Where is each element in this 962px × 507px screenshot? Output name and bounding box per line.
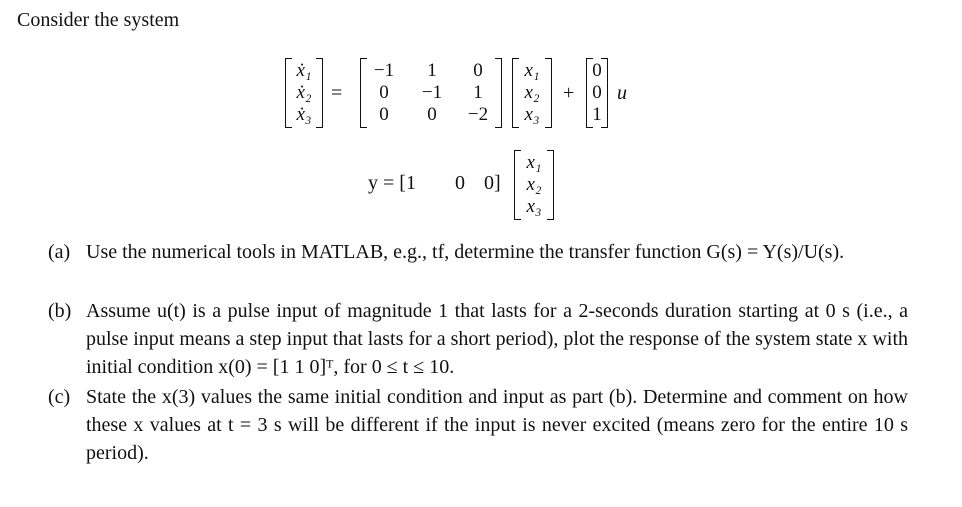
matrix-a — [360, 58, 502, 128]
xdot-vector — [285, 58, 323, 128]
part-c-label: (c) — [48, 386, 71, 408]
a-21: 0 — [379, 82, 389, 103]
a-32: 0 — [427, 104, 437, 125]
part-b — [48, 297, 908, 381]
part-b-text: Assume u(t) is a pulse input of magnitude 1 that lasts for a 2-seconds duration starting at 0 s (i.e., a pulse input means a step input that lasts for a short period), plot the response of the system state x with initial condition x(0) = [1 1 0]ᵀ, for 0 ≤ t ≤ 10. — [86, 300, 908, 378]
matrix-b — [586, 58, 608, 128]
part-a-text: Use the numerical tools in MATLAB, e.g., tf, determine the transfer function G(s) = Y(s)/U(s). — [86, 241, 845, 263]
a-11: −1 — [373, 60, 395, 81]
a-12: 1 — [427, 60, 437, 81]
output-x-vector — [514, 150, 554, 220]
c-3: 0] — [484, 172, 501, 194]
b-1: 0 — [592, 60, 602, 81]
a-22: −1 — [421, 82, 443, 103]
ox-3: x₃ — [526, 196, 542, 217]
c-2: 0 — [455, 172, 465, 194]
xdot-2: ẋ₂ — [296, 82, 312, 103]
equals-sign: = — [331, 82, 343, 104]
part-a-label: (a) — [48, 241, 71, 263]
x-3: x₃ — [524, 104, 540, 125]
part-b-label: (b) — [48, 300, 72, 322]
ox-2: x₂ — [526, 174, 542, 195]
x-1: x₁ — [524, 60, 540, 81]
intro-text: Consider the system — [17, 9, 180, 31]
x-2: x₂ — [524, 82, 540, 103]
b-3: 1 — [592, 104, 602, 125]
x-vector — [512, 58, 552, 128]
plus-sign: + — [563, 82, 575, 104]
ox-1: x₁ — [526, 152, 542, 173]
part-c-text: State the x(3) values the same initial condition and input as part (b). Determine and comment on how these x values at t = 3 s will be different if the input is never excited (means zero for the entire 10 s period). — [86, 386, 908, 464]
input-u: u — [617, 82, 627, 104]
xdot-1: ẋ₁ — [296, 60, 312, 81]
a-23: 1 — [473, 82, 483, 103]
a-13: 0 — [473, 60, 483, 81]
output-lhs: y = [1 — [368, 172, 416, 194]
part-c — [48, 383, 908, 467]
a-33: −2 — [467, 104, 489, 125]
part-a — [48, 238, 908, 294]
a-31: 0 — [379, 104, 389, 125]
b-2: 0 — [592, 82, 602, 103]
xdot-3: ẋ₃ — [296, 104, 312, 125]
